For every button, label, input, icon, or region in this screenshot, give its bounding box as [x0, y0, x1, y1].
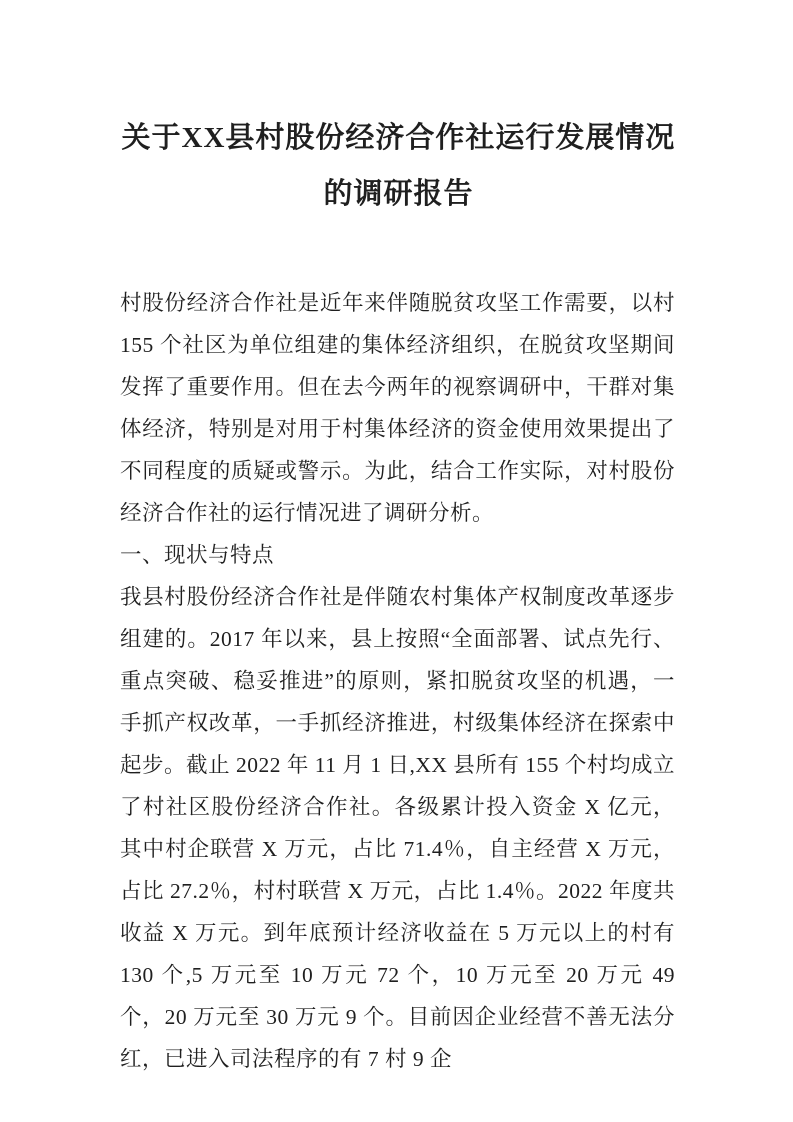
document-title: 关于XX县村股份经济合作社运行发展情况的调研报告 — [121, 122, 676, 210]
document-body — [120, 282, 675, 1080]
paragraph: 村股份经济合作社是近年来伴随脱贫攻坚工作需要，以村 155 个社区为单位组建的集体经济组织，在脱贫攻坚期间发挥了重要作用。但在去今两年的视察调研中，干群对集体经济，特别是对用于村集体经济的资金使用效果提出了不同程度的质疑或警示。为此，结合工作实际，对村股份经济合作社的运行情况进了调研分析。 — [120, 291, 675, 525]
section-heading: 一、现状与特点 — [120, 543, 275, 567]
paragraph: 我县村股份经济合作社是伴随农村集体产权制度改革逐步组建的。2017 年以来，县上按照“全面部署、试点先行、重点突破、稳妥推进”的原则，紧扣脱贫攻坚的机遇，一手抓产权改革，一手抓经济推进，村级集体经济在探索中起步。截止 2022 年 11 月 1 日,XX 县所有 155 个村均成立了村社区股份经济合作社。各级累计投入资金 X 亿元，其中村企联营 X 万元，占比 71.4％，自主经营 X 万元，占比 27.2％，村村联营 X 万元，占比 1.4％。2022 年度共收益 X 万元。到年底预计经济收益在 5 万元以上的村有 130 个,5 万元至 10 万元 72 个，10 万元至 20 万元 49 个，20 万元至 30 万元 9 个。目前因企业经营不善无法分红，已进入司法程序的有 7 村 9 企 — [120, 585, 675, 1071]
